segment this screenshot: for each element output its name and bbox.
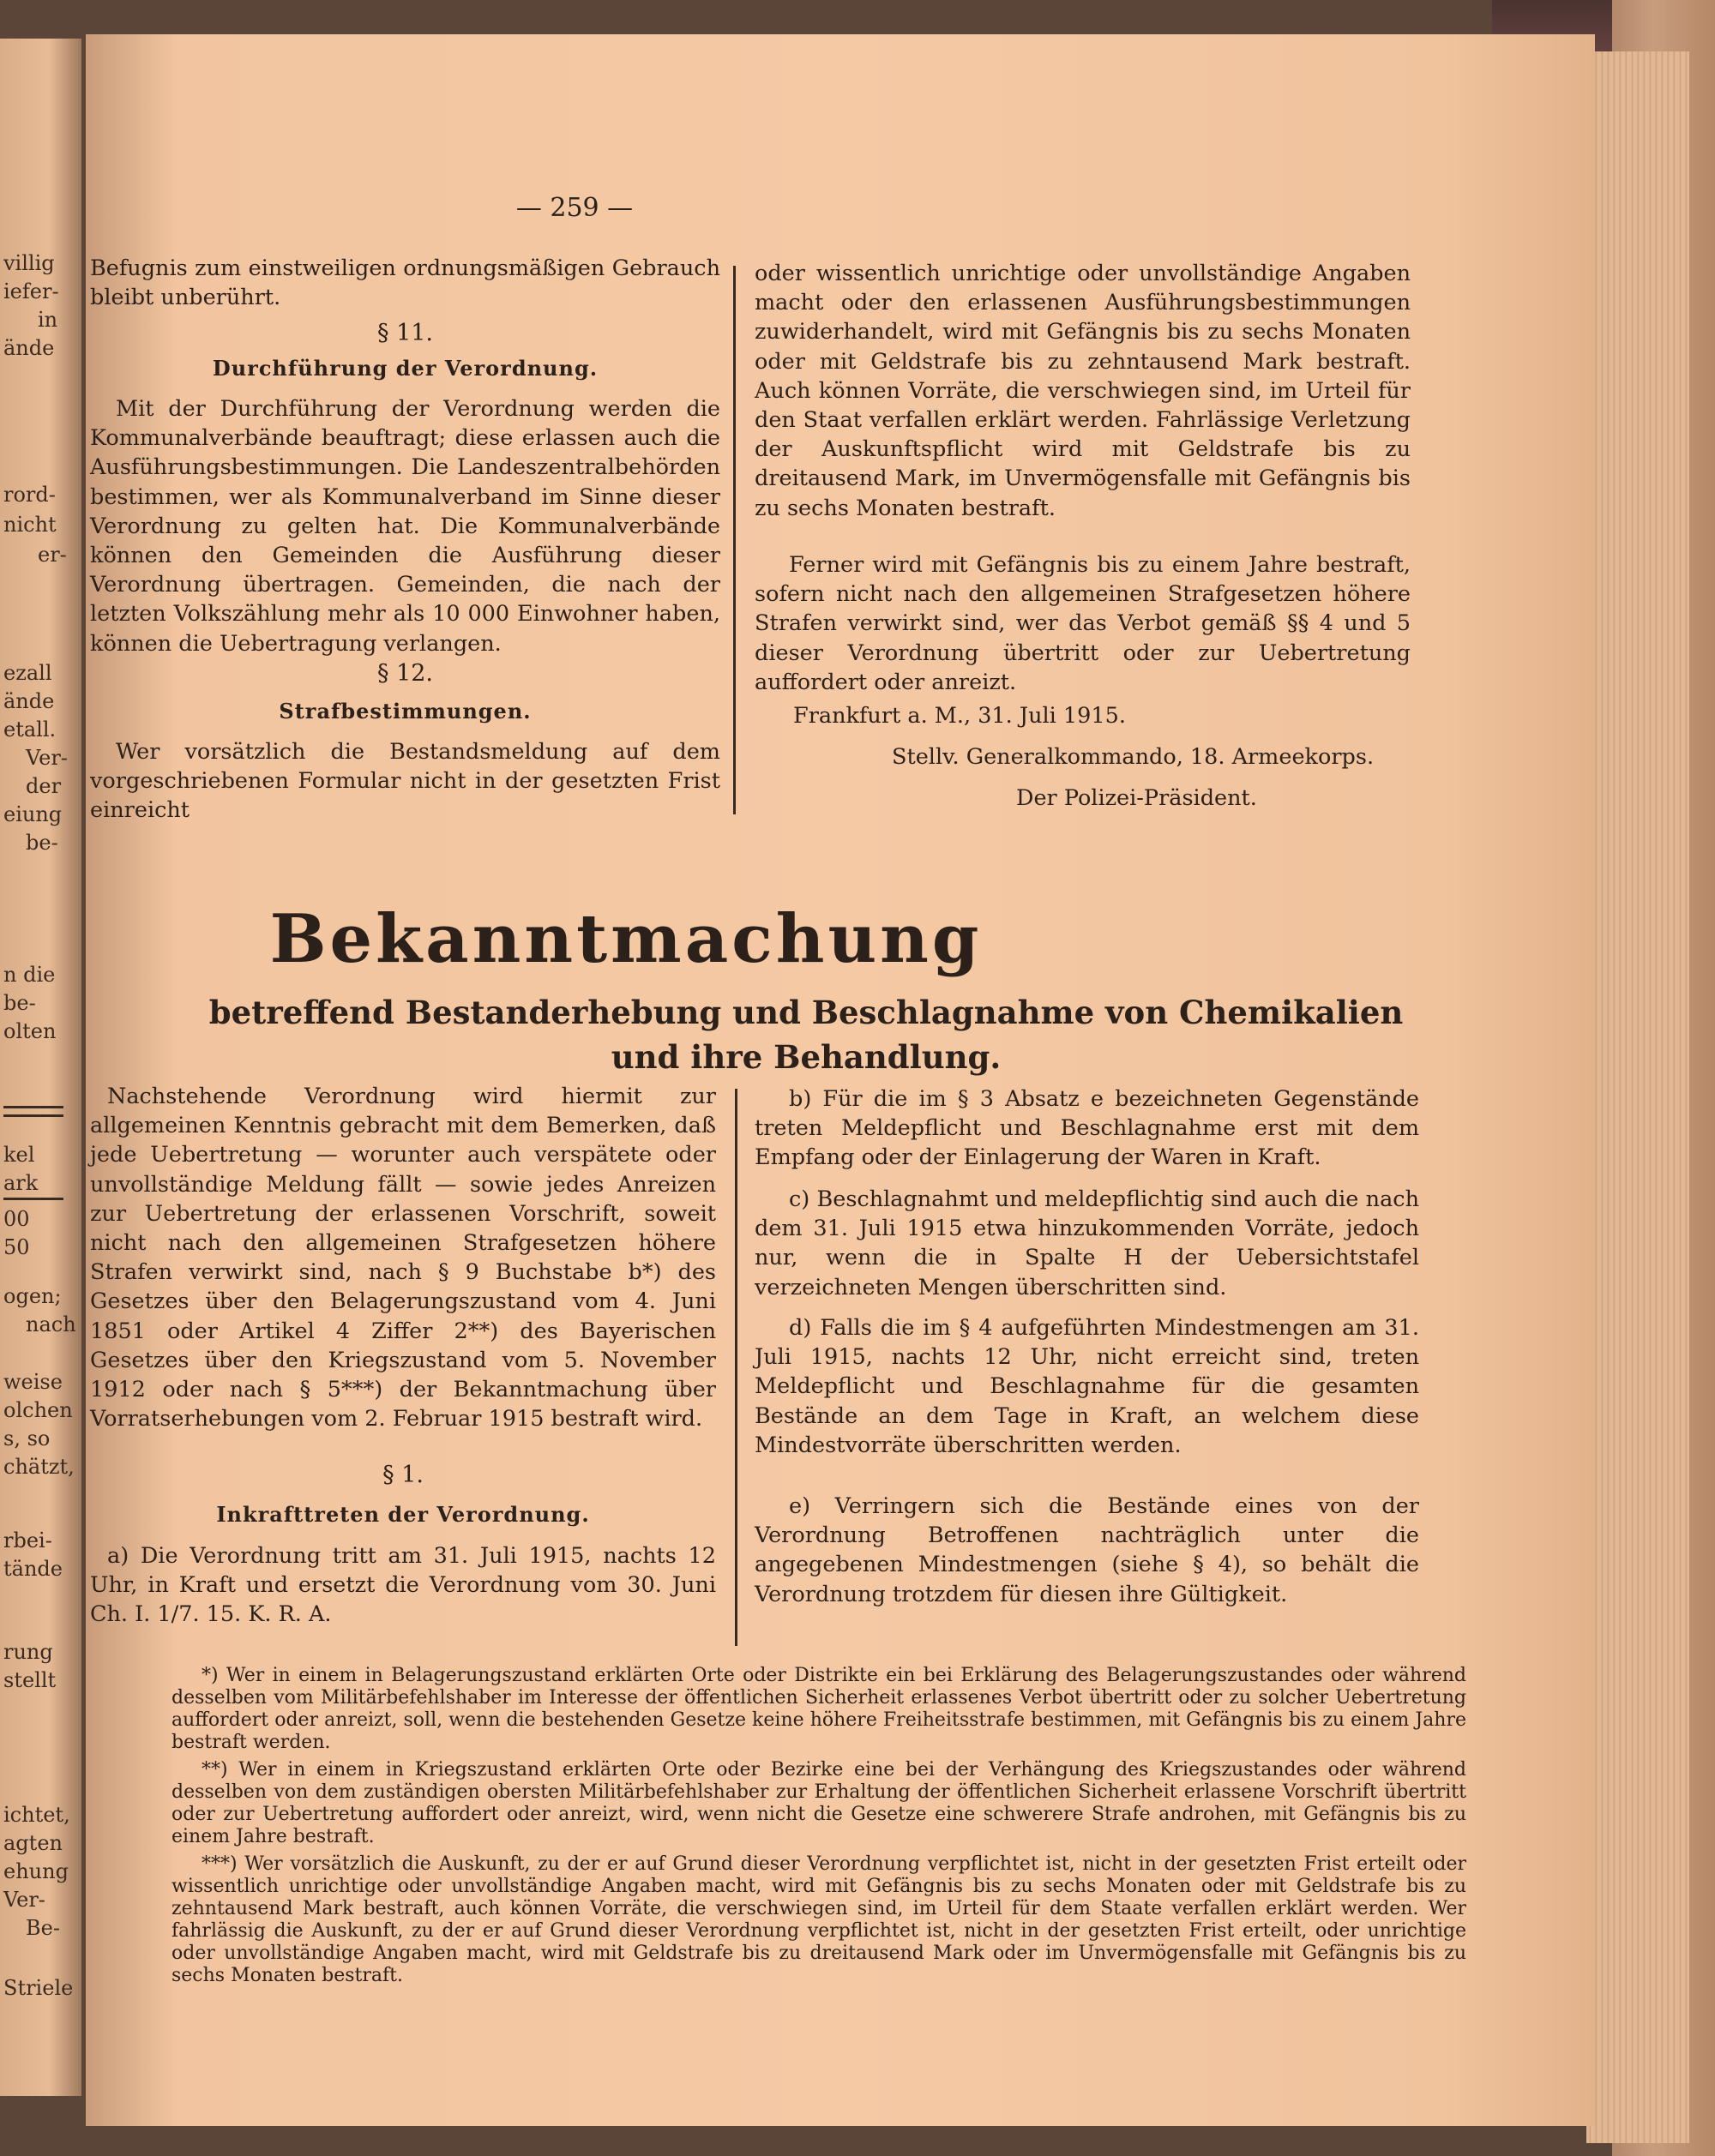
left-page-text: rbei- [3,1528,52,1552]
section-12-number: § 12. [376,660,434,687]
left-page-text: villig [3,251,55,275]
left-page-text: Ver- [26,746,68,770]
left-page-text: ark [3,1171,39,1195]
section-1-number: § 1. [382,1462,424,1488]
left-page-text: etall. [3,718,57,742]
left-page-text: ände [3,336,55,360]
footnote-1: *) Wer in einem in Belagerungszustand erklärten Orte oder Distrikte ein bei Erklärung des Belagerungszustandes oder während desselben vom Militärbefehlshaber im Interesse der öffentlichen Sicherheit erlassenes Verbot übertritt oder zu solcher Uebertretung auffordert oder anreizt, soll, wenn die bestehenden Gesetze keine höhere Freiheitsstrafe bestimmen, mit Gefängnis bis zu einem Jahre bestraft werden. [172,1665,1466,1753]
left-page-text: agten [3,1831,63,1855]
column-divider [735,1089,737,1646]
page-edges [1586,51,1689,2143]
intro-paragraph: Nachstehende Verordnung wird hiermit zur allgemeinen Kenntnis gebracht mit dem Bemerken, daß jede Uebertretung — worunter auch verspätete oder unvollständige Meldung fällt — sowie jedes Anreizen zur Uebertretung der erlassenen Vorschrift, soweit nicht nach den allgemeinen Strafgesetzen höhere Strafen verwirkt sind, nach § 9 Buchstabe b*) des Gesetzes über den Belagerungszustand vom 4. Juni 1851 oder Artikel 4 Ziffer 2**) des Bayerischen Gesetzes über den Kriegszustand vom 5. November 1912 oder nach § 5***) der Bekanntmachung über Vorratserhebungen vom 2. Februar 1915 bestraft wird. [90,1084,716,1432]
left-page-text: ichtet, [3,1803,70,1827]
column-divider [733,266,736,814]
section-1-heading: Inkrafttreten der Verordnung. [216,1502,590,1527]
left-page-text: 00 [3,1207,30,1231]
left-page-text: ände [3,689,55,713]
left-page-text: be- [3,991,36,1015]
page-number: — 259 — [515,193,634,223]
left-page-text: er- [38,543,67,567]
left-page-text: be- [26,831,58,855]
left-page-text: rord- [3,483,56,507]
left-page-text: Ver- [3,1888,45,1912]
signature-police: Der Polizei-Präsident. [1016,785,1257,811]
left-page-text: olten [3,1019,57,1043]
left-page-text: weise [3,1370,63,1394]
left-page-rule [3,1198,63,1200]
left-page-fragment [0,39,81,2096]
announcement-subtitle: betreffend Bestanderhebung und Beschlagnahme von Chemikalien und ihre Behandlung. [208,994,1404,1076]
left-page-text: ogen; [3,1284,62,1308]
place-date: Frankfurt a. M., 31. Juli 1915. [793,703,1126,729]
paragraph-c: c) Beschlagnahmt und meldepflichtig sind auch die nach dem 31. Juli 1915 etwa hinzukommenden Vorräte, jedoch nur, wenn die in Spalte H der Uebersichtstafel verzeichneten Mengen überschritten sind. [755,1186,1419,1300]
left-page-text: kel [3,1143,35,1167]
footnote-3: ***) Wer vorsätzlich die Auskunft, zu der er auf Grund dieser Verordnung verpflichtet ist, nicht in der gesetzten Frist erteilt oder wissentlich unrichtige oder unvollständige Angaben macht, wird mit Gefängnis bis zu sechs Monaten oder mit Geldstrafe bis zu zehntausend Mark bestraft, auch können Vorräte, die verschwiegen sind, im Urteil für dem Staate verfallen erklärt werden. Wer fahrlässig die Auskunft, zu der er auf Grund dieser Verordnung verpflichtet ist, nicht in der gesetzten Frist erteilt, oder unrichtige oder unvollständige Angaben macht, wird mit Geldstrafe bis zu dreitausend Mark oder im Unvermögensfalle mit Gefängnis bis zu sechs Monaten bestraft. [172,1853,1466,1986]
left-page-text: tände [3,1557,63,1581]
left-page-text: in [38,308,58,332]
paragraph-d: d) Falls die im § 4 aufgeführten Mindestmengen am 31. Juli 1915, nachts 12 Uhr, nicht erreicht sind, treten Meldepflicht und Beschlagnahme für die gesamten Bestände an dem Tage in Kraft, an welchem diese Mindestvorräte überschritten werden. [755,1315,1419,1458]
left-page-text: eiung [3,802,63,826]
left-page-text: 50 [3,1235,30,1259]
left-page-text: rung [3,1640,53,1664]
left-page-text: nicht [3,513,57,537]
left-page-text: ehung [3,1859,69,1883]
left-page-text: olchen [3,1398,73,1422]
left-page-text: ezall [3,661,52,685]
section-12-heading: Strafbestimmungen. [279,699,532,724]
signature-command: Stellv. Generalkommando, 18. Armeekorps. [892,744,1375,770]
section-11-heading: Durchführung der Verordnung. [212,356,599,381]
left-page-text: Striele [3,1976,74,2000]
left-page-text: n die [3,963,56,987]
footnote-2: **) Wer in einem in Kriegszustand erklärten Orte oder Bezirke eine bei der Verhängung des Kriegszustandes oder während desselben von dem zuständigen obersten Militärbefehlshaber zur Erhaltung der öffentlichen Sicherheit erlassene Vorschrift übertritt oder zur Uebertretung auffordert oder anreizt, wird, wenn nicht die Gesetze eine schwerere Strafe androhen, mit Gefängnis bis zu einem Jahre bestraft. [172,1759,1466,1847]
section-11-number: § 11. [376,320,434,346]
left-page-rule [3,1106,63,1108]
further-penalty-paragraph: Ferner wird mit Gefängnis bis zu einem Jahre bestraft, sofern nicht nach den allgemeinen Strafgesetzen höhere Strafen verwirkt sind, wer das Verbot gemäß §§ 4 und 5 dieser Verordnung übertritt oder zur Uebertretung auffordert oder anreizt. [755,552,1411,695]
section-11-text: Mit der Durchführung der Verordnung werden die Kommunalverbände beauftragt; diese erlassen auch die Ausführungsbestimmungen. Die Landeszentralbehörden bestimmen, wer als Kommunalverband im Sinne dieser Verordnung zu gelten hat. Die Kommunalverbände können den Gemeinden die Ausführung dieser Verordnung übertragen. Gemeinden, die nach der letzten Volkszählung mehr als 10 000 Einwohner haben, können die Uebertragung verlangen. [90,396,720,657]
section-1-text: a) Die Verordnung tritt am 31. Juli 1915, nachts 12 Uhr, in Kraft und ersetzt die Verordnung vom 30. Juni Ch. I. 1/7. 15. K. R. A. [90,1543,716,1628]
left-page-text: der [26,774,62,798]
announcement-title: Bekanntmachung [269,900,983,978]
left-page-rule [3,1114,63,1117]
left-page-text: Be- [26,1916,60,1940]
document-page [86,34,1595,2126]
left-page-text: chätzt, [3,1455,75,1479]
paragraph-b: b) Für die im § 3 Absatz e bezeichneten Gegenstände treten Meldepflicht und Beschlagnahme erst mit dem Empfang oder der Einlagerung der Waren in Kraft. [755,1086,1419,1171]
left-page-text: nach [26,1312,76,1336]
carry-over-paragraph: Befugnis zum einstweiligen ordnungsmäßigen Gebrauch bleibt unberührt. [90,255,720,311]
section-12-text: Wer vorsätzlich die Bestandsmeldung auf dem vorgeschriebenen Formular nicht in der gesetzten Frist einreicht [90,739,720,824]
left-page-text: stellt [3,1668,57,1692]
penalty-paragraph: oder wissentlich unrichtige oder unvollständige Angaben macht oder den erlassenen Ausführungsbestimmungen zuwiderhandelt, wird mit Gefängnis bis zu sechs Monaten oder mit Geldstrafe bis zu zehntausend Mark bestraft. Auch können Vorräte, die verschwiegen sind, im Urteil für den Staat verfallen erklärt werden. Fahrlässige Verletzung der Auskunftspflicht wird mit Geldstrafe bis zu dreitausend Mark, im Unvermögensfalle mit Gefängnis bis zu sechs Monaten bestraft. [755,261,1411,521]
paragraph-e: e) Verringern sich die Bestände eines von der Verordnung Betroffenen nachträglich unter die angegebenen Mindestmengen (siehe § 4), so behält die Verordnung trotzdem für diesen ihre Gültigkeit. [755,1493,1419,1607]
left-page-text: iefer- [3,279,59,303]
left-page-text: s, so [3,1426,51,1450]
